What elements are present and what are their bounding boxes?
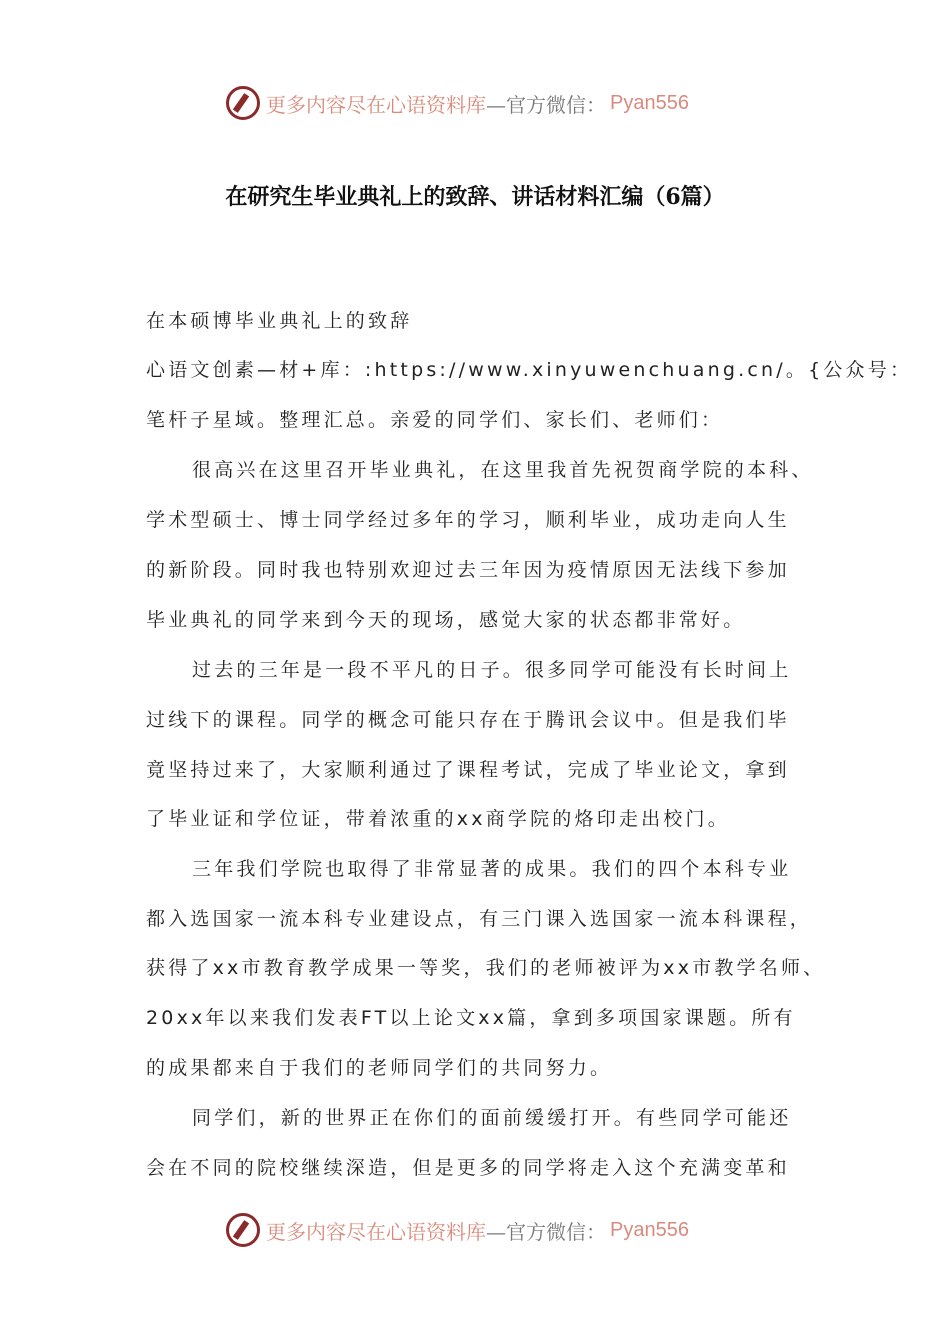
watermark-header xyxy=(226,83,689,123)
body-line: 毕业典礼的同学来到今天的现场，感觉大家的状态都非常好。 xyxy=(146,609,746,631)
watermark-separator: —官方微信： xyxy=(486,92,606,117)
body-line: 很高兴在这里召开毕业典礼，在这里我首先祝贺商学院的本科、 xyxy=(192,459,814,481)
body-line: 获得了xx市教育教学成果一等奖，我们的老师被评为xx市教学名师、 xyxy=(146,957,826,979)
body-line: 三年我们学院也取得了非常显著的成果。我们的四个本科专业 xyxy=(192,858,792,880)
body-line: 心语文创素—材+库：:https://www.xinyuwenchuang.cn/。{公众号： xyxy=(146,359,913,381)
watermark-wechat: Pyan556 xyxy=(610,1218,689,1241)
body-line: 的成果都来自于我们的老师同学们的共同努力。 xyxy=(146,1057,613,1079)
body-line: 了毕业证和学位证，带着浓重的xx商学院的烙印走出校门。 xyxy=(146,808,730,830)
section-heading: 在本硕博毕业典礼上的致辞 xyxy=(146,310,413,332)
watermark-brand: 更多内容尽在心语资料库 xyxy=(266,1219,486,1244)
document-title: 在研究生毕业典礼上的致辞、讲话材料汇编（6篇） xyxy=(225,184,725,210)
pen-logo-icon xyxy=(226,86,260,120)
body-line: 过线下的课程。同学的概念可能只存在于腾讯会议中。但是我们毕 xyxy=(146,709,790,731)
body-line: 的新阶段。同时我也特别欢迎过去三年因为疫情原因无法线下参加 xyxy=(146,559,790,581)
body-line: 都入选国家一流本科专业建设点，有三门课入选国家一流本科课程， xyxy=(146,908,813,930)
body-line: 竟坚持过来了，大家顺利通过了课程考试，完成了毕业论文，拿到 xyxy=(146,759,790,781)
watermark-separator: —官方微信： xyxy=(486,1219,606,1244)
pen-logo-icon xyxy=(226,1213,260,1247)
body-line: 20xx年以来我们发表FT以上论文xx篇，拿到多项国家课题。所有 xyxy=(146,1007,796,1029)
watermark-brand: 更多内容尽在心语资料库 xyxy=(266,92,486,117)
body-line: 同学们，新的世界正在你们的面前缓缓打开。有些同学可能还 xyxy=(192,1107,792,1129)
body-line: 会在不同的院校继续深造，但是更多的同学将走入这个充满变革和 xyxy=(146,1157,790,1179)
body-line: 学术型硕士、博士同学经过多年的学习，顺利毕业，成功走向人生 xyxy=(146,509,790,531)
body-line: 笔杆子星域。整理汇总。亲爱的同学们、家长们、老师们： xyxy=(146,409,724,431)
watermark-wechat: Pyan556 xyxy=(610,91,689,114)
watermark-footer xyxy=(226,1210,689,1250)
body-line: 过去的三年是一段不平凡的日子。很多同学可能没有长时间上 xyxy=(192,659,792,681)
